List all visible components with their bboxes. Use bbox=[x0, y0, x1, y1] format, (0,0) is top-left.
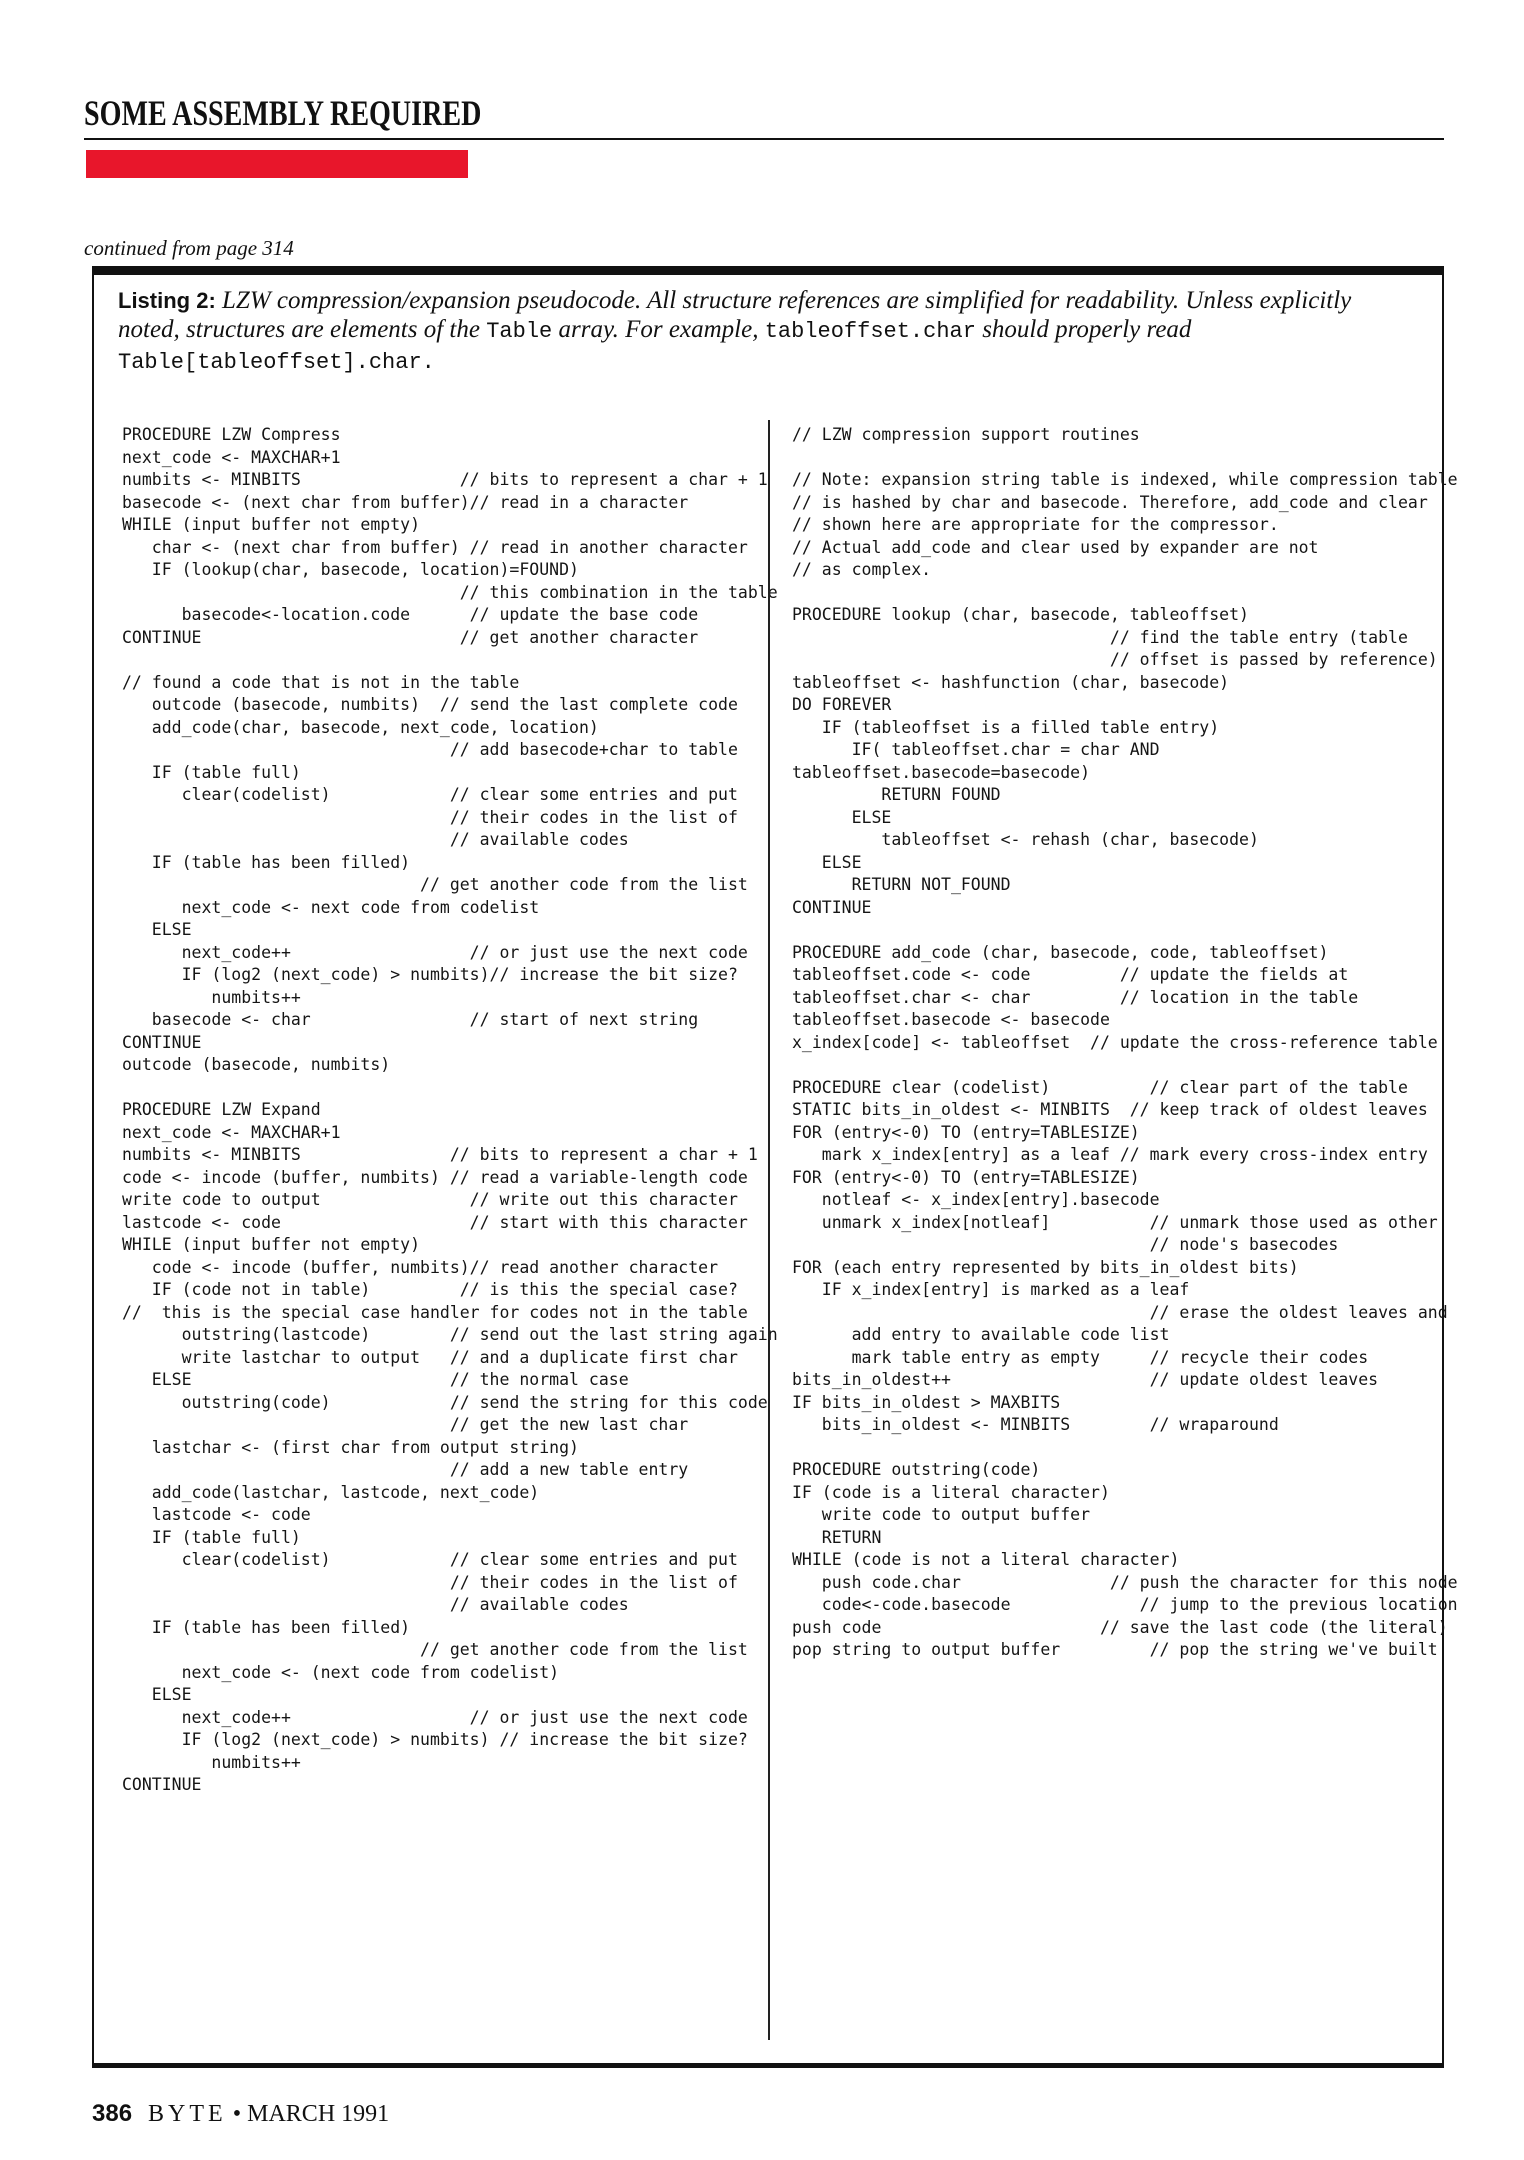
page-footer bbox=[92, 2100, 389, 2128]
caption-code-3: Table[tableoffset].char. bbox=[118, 350, 435, 375]
footer-separator: • bbox=[232, 2101, 242, 2127]
listing-label: Listing 2: bbox=[118, 288, 216, 313]
caption-text-1: LZW compression/expansion pseudocode. All structure references are simplified for readability. Unless explicitly noted, structures are elements of the bbox=[118, 287, 1352, 343]
caption-text-3: should properly read bbox=[982, 316, 1192, 343]
page-number: 386 bbox=[92, 2100, 133, 2127]
header-rule bbox=[84, 138, 1444, 140]
issue-date: MARCH 1991 bbox=[247, 2101, 390, 2127]
caption-text-2: array. For example, bbox=[558, 316, 759, 343]
listing-caption bbox=[118, 286, 1418, 377]
caption-code-2: tableoffset.char bbox=[764, 319, 976, 344]
column-divider bbox=[768, 420, 770, 2040]
code-listing-right: // LZW compression support routines // Note: expansion string table is indexed, while compression table // is hashed by char and basecode. Therefore, add_code and clear // shown here are appropriate for the compressor. // Actual add_code and clear used by expander are not // as complex. PROCEDURE lookup (char, basecode, tableoffset) // find the table entry (table // offset is passed by reference) tableoffset <- hashfunction (char, basecode) DO FOREVER IF (tableoffset is a filled table entry) IF( tableoffset.char = char AND tableoffset.basecode=basecode) RETURN FOUND ELSE tableoffset <- rehash (char, basecode) ELSE RETURN NOT_FOUND CONTINUE PROCEDURE add_code (char, basecode, code, tableoffset) tableoffset.code <- code // update the fields at tableoffset.char <- char // location in the table tableoffset.basecode <- basecode x_index[code] <- tableoffset // update the cross-reference table PROCEDURE clear (codelist) // clear part of the table STATIC bits_in_oldest <- MINBITS // keep track of oldest leaves FOR (entry<-0) TO (entry=TABLESIZE) mark x_index[entry] as a leaf // mark every cross-index entry FOR (entry<-0) TO (entry=TABLESIZE) notleaf <- x_index[entry].basecode unmark x_index[notleaf] // unmark those used as other // node's basecodes FOR (each entry represented by bits_in_oldest bits) IF x_index[entry] is marked as a leaf // erase the oldest leaves and add entry to available code list mark table entry as empty // recycle their codes bits_in_oldest++ // update oldest leaves IF bits_in_oldest > MAXBITS bits_in_oldest <- MINBITS // wraparound PROCEDURE outstring(code) IF (code is a literal character) write code to output buffer RETURN WHILE (code is not a literal character) push code.char // push the character for this node code<-code.basecode // jump to the previous location push code // save the last code (the literal) pop string to output buffer // pop the string we've built bbox=[792, 425, 1458, 1659]
continued-note: continued from page 314 bbox=[84, 236, 294, 260]
column-title: SOME ASSEMBLY REQUIRED bbox=[84, 93, 482, 133]
magazine-name: BYTE bbox=[148, 2101, 227, 2127]
code-listing-left: PROCEDURE LZW Compress next_code <- MAXCHAR+1 numbits <- MINBITS // bits to represent a char + 1 basecode <- (next char from buffer)// read in a character WHILE (input buffer not empty) char <- (next char from buffer) // read in another character IF (lookup(char, basecode, location)=FOUND) // this combination in the table basecode<-location.code // update the base code CONTINUE // get another character // found a code that is not in the table outcode (basecode, numbits) // send the last complete code add_code(char, basecode, next_code, location) // add basecode+char to table IF (table full) clear(codelist) // clear some entries and put // their codes in the list of // available codes IF (table has been filled) // get another code from the list next_code <- next code from codelist ELSE next_code++ // or just use the next code IF (log2 (next_code) > numbits)// increase the bit size? numbits++ basecode <- char // start of next string CONTINUE outcode (basecode, numbits) PROCEDURE LZW Expand next_code <- MAXCHAR+1 numbits <- MINBITS // bits to represent a char + 1 code <- incode (buffer, numbits) // read a variable-length code write code to output // write out this character lastcode <- code // start with this character WHILE (input buffer not empty) code <- incode (buffer, numbits)// read another character IF (code not in table) // is this the special case? // this is the special case handler for codes not in the table outstring(lastcode) // send out the last string again write lastchar to output // and a duplicate first char ELSE // the normal case outstring(code) // send the string for this code // get the new last char lastchar <- (first char from output string) // add a new table entry add_code(lastchar, lastcode, next_code) lastcode <- code IF (table full) clear(codelist) // clear some entries and put // their codes in the list of // available codes IF (table has been filled) // get another code from the list next_code <- (next code from codelist) ELSE next_code++ // or just use the next code IF (log2 (next_code) > numbits) // increase the bit size? numbits++ CONTINUE bbox=[122, 425, 778, 1794]
caption-code-1: Table bbox=[486, 319, 553, 344]
header-accent-bar bbox=[86, 150, 468, 178]
